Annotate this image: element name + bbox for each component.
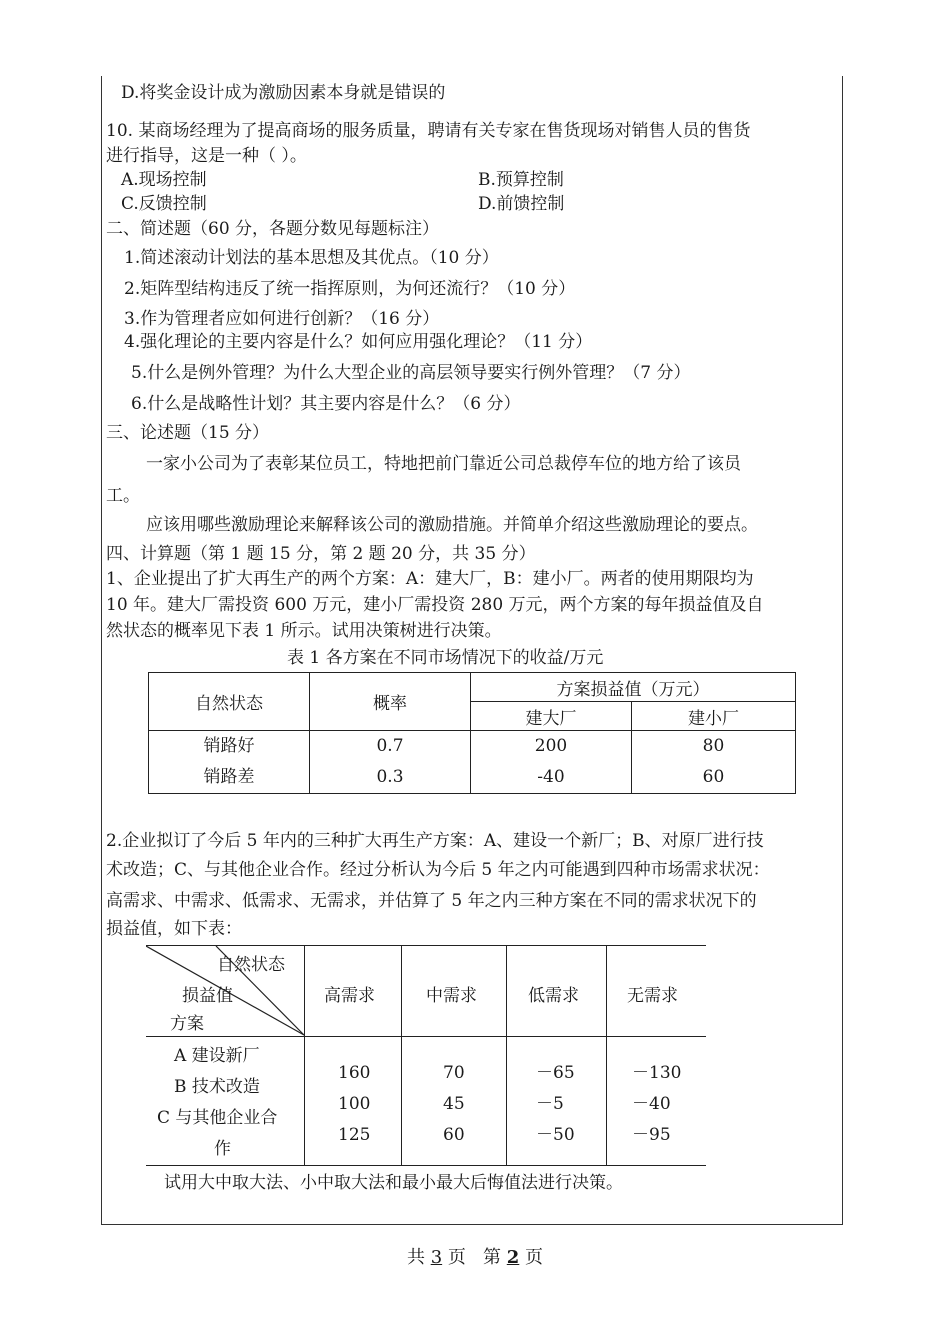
table-cell: 45 xyxy=(443,1094,465,1114)
calc-2-line1: 2.企业拟订了今后 5 年内的三种扩大再生产方案：A、建设一个新厂；B、对原厂进行技 xyxy=(106,831,764,851)
table2-plan-c-cont: 作 xyxy=(214,1139,231,1159)
table-cell: 125 xyxy=(338,1125,371,1145)
calc-1-line2: 10 年。建大厂需投资 600 万元，建小厂需投资 280 万元，两个方案的每年损益值及自 xyxy=(106,595,764,615)
q10-text-line1: 10. 某商场经理为了提高商场的服务质量，聘请有关专家在售货现场对销售人员的售货 xyxy=(106,121,751,141)
table-cell: 销路差 xyxy=(203,767,255,787)
table2-corner-mid: 损益值 xyxy=(182,986,233,1006)
essay-text-line2: 工。 xyxy=(106,486,140,506)
short-answer-5: 5.什么是例外管理？为什么大型企业的高层领导要实行例外管理？（7 分） xyxy=(131,363,691,383)
table1-header-state: 自然状态 xyxy=(149,673,310,731)
table-cell: 0.7 xyxy=(376,736,404,756)
table2-vrule xyxy=(401,945,402,1165)
short-answer-6: 6.什么是战略性计划？其主要内容是什么？（6 分） xyxy=(131,394,521,414)
table-cell: －65 xyxy=(536,1063,575,1083)
table-cell: 200 xyxy=(534,736,568,756)
table1-caption: 表 1 各方案在不同市场情况下的收益/万元 xyxy=(287,648,604,668)
table-cell: 60 xyxy=(443,1125,465,1145)
footer-page-number: 2 xyxy=(506,1247,520,1268)
table-cell: －50 xyxy=(536,1125,575,1145)
table2-vrule xyxy=(506,945,507,1165)
table1-header-small: 建小厂 xyxy=(632,702,796,731)
q10-option-c: C.反馈控制 xyxy=(121,194,207,214)
table-cell: －5 xyxy=(536,1094,564,1114)
table2-plan-b: B 技术改造 xyxy=(174,1077,260,1097)
table-cell: 60 xyxy=(702,767,725,787)
table1-header-value: 方案损益值（万元） xyxy=(471,673,796,702)
page-footer xyxy=(0,1243,950,1269)
table-cell: 0.3 xyxy=(376,767,404,787)
calc-2-line4: 损益值，如下表： xyxy=(106,919,242,939)
table2-col-low: 低需求 xyxy=(528,986,579,1006)
short-answer-2: 2.矩阵型结构违反了统一指挥原则，为何还流行？（10 分） xyxy=(124,279,576,299)
table-cell: －95 xyxy=(632,1125,671,1145)
calc-1-line3: 然状态的概率见下表 1 所示。试用决策树进行决策。 xyxy=(106,621,502,641)
short-answer-4: 4.强化理论的主要内容是什么？如何应用强化理论？（11 分） xyxy=(124,332,593,352)
table2-header-rule xyxy=(146,1036,706,1037)
q10-option-d: D.前馈控制 xyxy=(478,194,565,214)
footer-page-suffix: 页 xyxy=(525,1247,544,1268)
footer-page-prefix: 第 xyxy=(483,1247,502,1268)
q10-option-a: A.现场控制 xyxy=(121,170,207,190)
short-answer-1: 1.简述滚动计划法的基本思想及其优点。（10 分） xyxy=(124,248,499,268)
table2-plan-a: A 建设新厂 xyxy=(174,1046,260,1066)
table-cell: 70 xyxy=(443,1063,465,1083)
table-cell: 160 xyxy=(338,1063,371,1083)
table2-corner-top: 自然状态 xyxy=(217,955,285,975)
table-cell: 销路好 xyxy=(203,736,255,756)
table2-bottom-rule xyxy=(146,1165,706,1166)
table2-plan-c: C 与其他企业合 xyxy=(157,1108,278,1128)
table2-col-mid: 中需求 xyxy=(426,986,477,1006)
calc-2-line3: 高需求、中需求、低需求、无需求，并估算了 5 年之内三种方案在不同的需求状况下的 xyxy=(106,891,757,911)
q9-option-d: D.将奖金设计成为激励因素本身就是错误的 xyxy=(121,83,446,103)
table-cell: －40 xyxy=(632,1094,671,1114)
table2-col-high: 高需求 xyxy=(324,986,375,1006)
table-cell: 100 xyxy=(338,1094,371,1114)
table-cell: －130 xyxy=(632,1063,682,1083)
calc-2-line2: 术改造；C、与其他企业合作。经过分析认为今后 5 年之内可能遇到四种市场需求状况： xyxy=(106,860,770,880)
section-4-heading: 四、计算题（第 1 题 15 分，第 2 题 20 分，共 35 分） xyxy=(106,544,536,564)
table2-col-none: 无需求 xyxy=(627,986,678,1006)
table2-vrule xyxy=(606,945,607,1165)
section-3-heading: 三、论述题（15 分） xyxy=(106,423,270,443)
footer-total-suffix: 页 xyxy=(447,1247,466,1268)
table1-big-values xyxy=(471,731,632,794)
calc-1-line1: 1、企业提出了扩大再生产的两个方案：A：建大厂，B：建小厂。两者的使用期限均为 xyxy=(106,569,754,589)
table1 xyxy=(148,672,796,794)
table1-probs xyxy=(310,731,471,794)
q10-text-line2: 进行指导，这是一种（ ）。 xyxy=(106,146,307,166)
section-2-heading: 二、简述题（60 分，各题分数见每题标注） xyxy=(106,219,440,239)
calc-2-instruction: 试用大中取大法、小中取大法和最小最大后悔值法进行决策。 xyxy=(164,1173,623,1193)
table2-corner-bottom: 方案 xyxy=(170,1014,204,1034)
table1-header-big: 建大厂 xyxy=(471,702,632,731)
q10-option-b: B.预算控制 xyxy=(478,170,564,190)
essay-question: 应该用哪些激励理论来解释该公司的激励措施。并简单介绍这些激励理论的要点。 xyxy=(146,515,758,535)
table1-small-values xyxy=(632,731,796,794)
footer-total-pages: 3 xyxy=(430,1247,443,1268)
table2-vrule xyxy=(304,945,305,1165)
table-cell: 80 xyxy=(702,736,725,756)
short-answer-3: 3.作为管理者应如何进行创新？（16 分） xyxy=(124,309,440,329)
footer-total-prefix: 共 xyxy=(406,1247,425,1268)
essay-text-line1: 一家小公司为了表彰某位员工，特地把前门靠近公司总裁停车位的地方给了该员 xyxy=(146,454,741,474)
table1-states xyxy=(149,731,310,794)
table-cell: -40 xyxy=(537,767,565,787)
table1-header-prob: 概率 xyxy=(310,673,471,731)
